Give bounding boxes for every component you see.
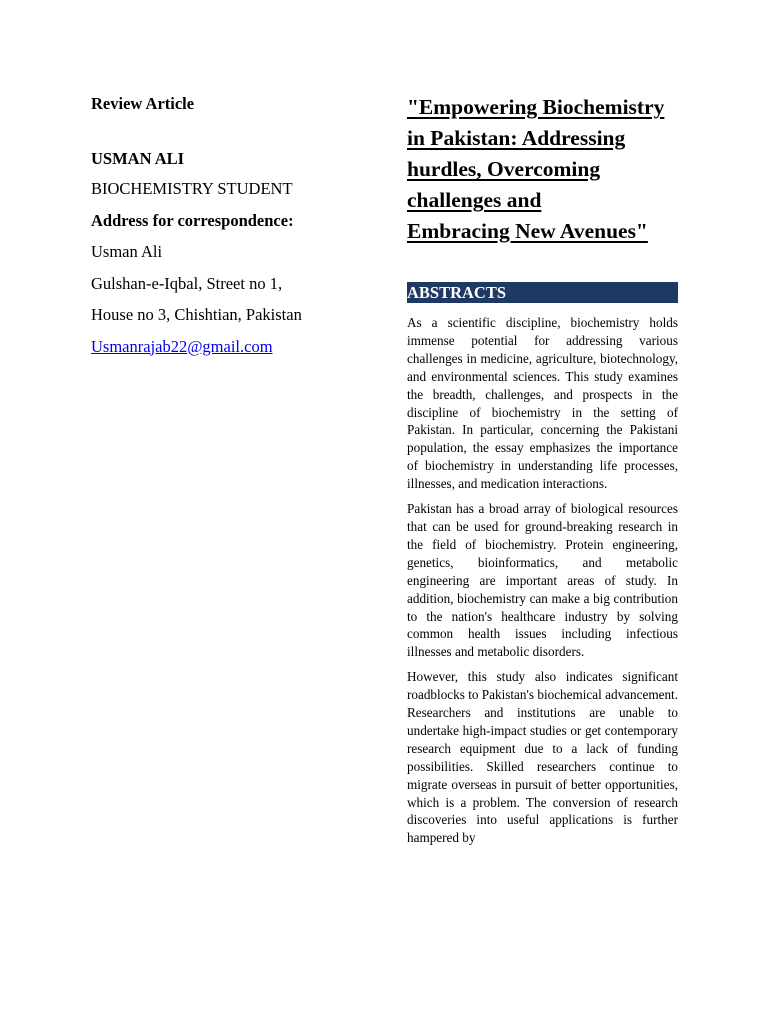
title-line-3: hurdles, Overcoming bbox=[407, 157, 601, 181]
author-role: BIOCHEMISTRY STUDENT bbox=[91, 179, 293, 198]
email-link[interactable]: Usmanrajab22@gmail.com bbox=[91, 336, 273, 356]
title-line-4: challenges and bbox=[407, 188, 542, 212]
contact-name: Usman Ali bbox=[91, 242, 163, 261]
article-type-label: Review Article bbox=[91, 94, 195, 113]
author-name: USMAN ALI bbox=[91, 149, 185, 168]
abstract-heading: ABSTRACTS bbox=[407, 282, 678, 303]
title-line-2: in Pakistan: Addressing bbox=[407, 126, 626, 150]
address-line-2: House no 3, Chishtian, Pakistan bbox=[91, 305, 302, 324]
abstract-paragraph-3: However, this study also indicates significant roadblocks to Pakistan's biochemical advancement. Researchers and institutions are unable to undertake high-impact studies or get contemporary research equipment due to a lack of funding possibilities. Skilled researchers continue to migrate overseas in pursuit of better opportunities, which is a problem. The conversion of research discoveries into useful applications is further hampered by bbox=[407, 669, 678, 846]
title-line-5: Embracing New Avenues" bbox=[407, 219, 648, 243]
abstract-paragraph-2: Pakistan has a broad array of biological resources that can be used for ground-breaking research in the field of biochemistry. Protein engineering, genetics, bioinformatics, and metabolic engineering are important areas of study. In addition, biochemistry can make a big contribution to the nation's healthcare industry by solving common health issues including infectious illnesses and metabolic disorders. bbox=[407, 501, 678, 660]
article-column bbox=[407, 92, 678, 854]
article-title bbox=[407, 92, 678, 247]
abstract-body bbox=[407, 314, 678, 847]
address-line-1: Gulshan-e-Iqbal, Street no 1, bbox=[91, 273, 283, 293]
author-info-column bbox=[91, 92, 361, 362]
title-line-1: "Empowering Biochemistry bbox=[407, 95, 665, 119]
correspondence-label: Address for correspondence: bbox=[91, 210, 294, 230]
abstract-paragraph-1: As a scientific discipline, biochemistry holds immense potential for addressing various challenges in medicine, agriculture, biotechnology, and environmental sciences. This study examines the breadth, challenges, and prospects in the discipline of biochemistry in the setting of Pakistan. In particular, concerning the Pakistani population, the essay emphasizes the importance of biochemistry in understanding life processes, illnesses, and medication interactions. bbox=[407, 315, 678, 492]
email-line bbox=[91, 331, 361, 363]
